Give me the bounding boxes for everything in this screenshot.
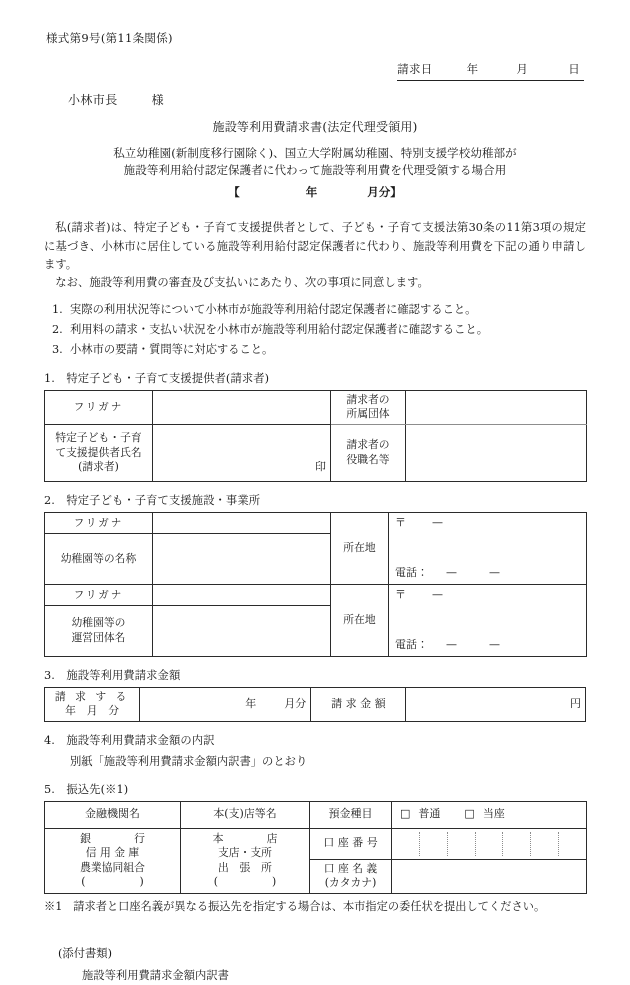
postal-dash: — <box>432 515 443 529</box>
branch-option-1: 本 店 <box>212 831 278 845</box>
request-date-day-unit: 日 <box>568 62 580 77</box>
period-year-unit: 年 <box>305 185 318 200</box>
consent-item-number: 2. <box>52 322 63 336</box>
claim-period-label-line-1: 請 求 す る <box>54 689 130 703</box>
request-date-row <box>44 61 586 80</box>
list-item <box>44 340 586 360</box>
form-number: 様式第9号(第11条関係) <box>46 31 173 45</box>
addressee-honorific: 様 <box>151 92 165 107</box>
claim-amount-unit: 円 <box>570 696 581 710</box>
facility-name-input[interactable] <box>153 533 331 584</box>
body-paragraph-2: なお、施設等利用費の審査及び支払いにあたり、次の事項に同意します。 <box>55 276 429 290</box>
facility-address-input[interactable] <box>389 512 587 584</box>
account-number-label: 口 座 番 号 <box>310 828 392 859</box>
account-digit-cell[interactable] <box>559 832 586 856</box>
account-holder-input[interactable] <box>392 859 587 893</box>
request-date-month-unit: 月 <box>516 62 529 77</box>
claim-period-month-unit: 月分 <box>284 696 307 710</box>
subtitle-line-1: 私立幼稚園(新制度移行園除く)、国立大学附属幼稚園、特別支援学校幼稚部が <box>113 145 517 160</box>
account-holder-label <box>310 859 392 893</box>
account-digit-cell[interactable] <box>420 832 448 856</box>
facility-tel-line <box>395 566 500 581</box>
account-number-digit-grid <box>392 832 586 856</box>
deposit-type-options <box>392 801 587 828</box>
account-digit-cell[interactable] <box>531 832 559 856</box>
addressee-name: 小林市長 <box>68 92 118 107</box>
bank-option-2: 信 用 金 庫 <box>85 846 140 860</box>
provider-organization-input[interactable] <box>406 390 587 424</box>
branch-option-2: 支店・支所 <box>218 846 272 860</box>
period-open-bracket: 【 <box>228 185 240 200</box>
checkbox-icon-futsuu[interactable]: □ <box>400 807 411 821</box>
document-subtitle <box>44 145 586 181</box>
claim-amount-label: 請 求 金 額 <box>311 687 406 721</box>
addressee <box>68 91 586 109</box>
section-bank-transfer <box>44 782 586 894</box>
provider-organization-label <box>331 390 406 424</box>
account-number-input[interactable] <box>392 828 587 859</box>
section-amount <box>44 668 586 722</box>
table-row <box>45 512 587 533</box>
col-header-deposit-type: 預金種目 <box>310 801 392 828</box>
provider-furigana-input[interactable] <box>153 390 331 424</box>
provider-table <box>44 390 587 482</box>
consent-list <box>44 300 586 360</box>
claim-amount-input[interactable] <box>406 687 586 721</box>
table-row <box>45 424 587 481</box>
branch-option-4: ( ) <box>213 875 277 889</box>
body-paragraph-1: 私(請求者)は、特定子ども・子育て支援提供者として、子ども・子育て支援法第30条の11第3項の規定に基づき、小林市に居住している施設等利用給付認定保護者に代わり、施設等利用費を下記の通り申請します。 <box>44 221 586 271</box>
deposit-type-option-1: 普通 <box>418 807 441 821</box>
amount-table <box>44 687 586 722</box>
tel-label: 電話： <box>395 566 428 579</box>
consent-item-text: 利用料の請求・支払い状況を小林市が施設等利用給付認定保護者に確認すること。 <box>70 322 488 336</box>
request-date-label: 請求日 <box>397 62 433 77</box>
bank-option-1: 銀 行 <box>80 831 145 845</box>
consent-item-text: 実際の利用状況等について小林市が施設等利用給付認定保護者に確認すること。 <box>70 302 477 316</box>
account-digit-cell[interactable] <box>503 832 531 856</box>
claim-period-label <box>45 687 140 721</box>
bank-transfer-table <box>44 801 587 894</box>
section-4-title: 4. 施設等利用費請求金額の内訳 <box>44 733 215 747</box>
checkbox-icon-touza[interactable]: □ <box>464 807 475 821</box>
operator-label-line-2: 運営団体名 <box>71 630 126 644</box>
consent-item-text: 小林市の要請・質問等に対応すること。 <box>70 342 274 356</box>
title-label-line-1: 請求者の <box>346 438 390 452</box>
tel-dash-2: — <box>489 638 500 651</box>
table-row <box>45 390 587 424</box>
provider-name-label <box>45 424 153 481</box>
footnote <box>44 899 586 916</box>
postal-mark-icon: 〒 <box>395 515 406 529</box>
operator-furigana-label: フリガナ <box>45 584 153 605</box>
list-item <box>44 300 586 320</box>
section-breakdown <box>44 733 586 771</box>
bank-option-3: 農業協同組合 <box>80 860 145 874</box>
postal-dash: — <box>432 587 443 601</box>
section-provider <box>44 371 586 482</box>
operator-name-input[interactable] <box>153 605 331 656</box>
consent-item-number: 1. <box>52 302 63 316</box>
request-date-line <box>397 61 584 80</box>
col-header-bank-name: 金融機関名 <box>45 801 181 828</box>
deposit-type-option-2: 当座 <box>482 807 505 821</box>
org-label-line-1: 請求者の <box>346 392 390 406</box>
tel-label: 電話： <box>395 638 428 651</box>
account-digit-cell[interactable] <box>476 832 504 856</box>
claim-period-label-line-2: 年 月 分 <box>65 704 120 718</box>
period-close-bracket: 】 <box>390 185 402 200</box>
name-label-line-1: 特定子ども・子育 <box>55 431 142 445</box>
section-3-title: 3. 施設等利用費請求金額 <box>44 668 181 682</box>
section-facility <box>44 493 586 657</box>
branch-option-3: 出 張 所 <box>218 860 272 874</box>
footnote-mark: ※1 <box>44 899 63 913</box>
claim-period-heading <box>44 184 586 201</box>
provider-name-input[interactable] <box>153 424 331 481</box>
title-label-line-2: 役職名等 <box>346 452 390 466</box>
account-digit-cell[interactable] <box>392 832 420 856</box>
col-header-branch-name: 本(支)店等名 <box>181 801 310 828</box>
consent-item-number: 3. <box>52 342 63 356</box>
list-item <box>44 320 586 340</box>
bank-name-cell[interactable] <box>45 828 181 893</box>
operator-name-label <box>45 605 153 656</box>
tel-dash-1: — <box>446 638 457 651</box>
body-paragraphs <box>44 219 586 292</box>
section-1-title: 1. 特定子ども・子育て支援提供者(請求者) <box>44 371 270 385</box>
period-month-unit: 月分 <box>367 185 391 200</box>
operator-postal-line <box>395 588 580 603</box>
request-date-year-unit: 年 <box>466 62 479 77</box>
provider-furigana-label: フリガナ <box>45 390 153 424</box>
postal-mark-icon: 〒 <box>395 587 406 601</box>
subtitle-line-2: 施設等利用給付認定保護者に代わって施設等利用費を代理受領する場合用 <box>123 163 507 178</box>
provider-job-title-input[interactable] <box>406 424 587 481</box>
attachments-title: (添付書類) <box>58 946 113 960</box>
section-5-title: 5. 振込先(※1) <box>44 782 129 796</box>
account-holder-label-line-1: 口 座 名 義 <box>323 861 378 875</box>
account-holder-label-line-2: (カタカナ) <box>324 876 377 890</box>
table-row <box>45 584 587 605</box>
section-4-note: 別紙「施設等利用費請求金額内訳書」のとおり <box>70 754 308 768</box>
tel-dash-1: — <box>446 566 457 579</box>
operator-address-input[interactable] <box>389 584 587 656</box>
facility-furigana-input[interactable] <box>153 512 331 533</box>
operator-label-line-1: 幼稚園等の <box>71 616 126 630</box>
operator-tel-line <box>395 638 500 653</box>
attachments-block <box>44 946 586 985</box>
list-item: 施設等利用費請求金額内訳書 <box>82 968 229 982</box>
facility-name-label: 幼稚園等の名称 <box>45 533 153 584</box>
page-title: 施設等利用費請求書(法定代理受領用) <box>212 119 418 134</box>
claim-period-year-unit: 年 <box>245 696 257 710</box>
branch-name-cell[interactable] <box>181 828 310 893</box>
table-row <box>45 687 586 721</box>
account-digit-cell[interactable] <box>448 832 476 856</box>
operator-furigana-input[interactable] <box>153 584 331 605</box>
org-label-line-2: 所属団体 <box>346 407 390 421</box>
claim-period-input[interactable] <box>140 687 311 721</box>
table-row <box>45 828 587 859</box>
facility-table <box>44 512 587 657</box>
bank-option-4: ( ) <box>81 875 144 889</box>
facility-postal-line <box>395 516 580 531</box>
seal-mark: 印 <box>315 460 326 474</box>
tel-dash-2: — <box>489 566 500 579</box>
facility-address-label: 所在地 <box>331 512 389 584</box>
table-row <box>45 801 587 828</box>
name-label-line-2: て支援提供者氏名 <box>55 445 142 459</box>
provider-job-title-label <box>331 424 406 481</box>
name-label-line-3: (請求者) <box>78 460 119 474</box>
section-2-title: 2. 特定子ども・子育て支援施設・事業所 <box>44 493 261 507</box>
operator-address-label: 所在地 <box>331 584 389 656</box>
facility-furigana-label: フリガナ <box>45 512 153 533</box>
footnote-text: 請求者と口座名義が異なる振込先を指定する場合は、本市指定の委任状を提出してください。 <box>73 899 546 913</box>
